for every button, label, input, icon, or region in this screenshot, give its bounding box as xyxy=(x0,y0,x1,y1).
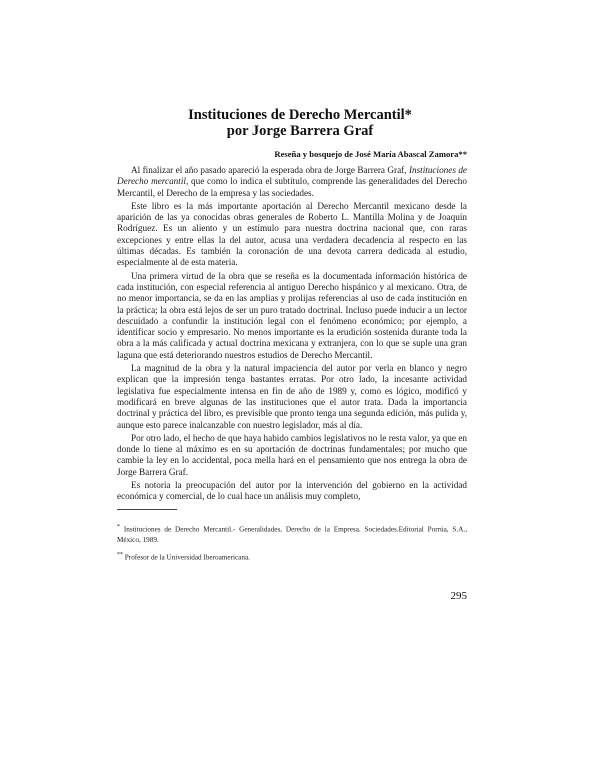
footnote-separator xyxy=(117,509,177,510)
paragraph-4: La magnitud de la obra y la natural impaciencia del autor por verla en blanco y negro explican que la impresión tenga bastantes erratas. Por otro lado, la incesante actividad legislativa fue especialmente intensa en fin de año de 1989 y, como es lógico, modificó y modificará en breve algunas de las instituciones que el autor trata. Dada la importancia doctrinal y práctica del libro, es previsible que pronto tenga una segunda edición, más pulida y, aunque esto parece inalcanzable con nuestro legislador, más al día. xyxy=(117,363,467,430)
paragraph-3: Una primera virtud de la obra que se reseña es la documentada información histórica de cada institución, con especial referencia al antiguo Derecho hispánico y al mexicano. Otra, de no menor importancia, se da en las amplias y prolijas referencias al uso de cada institución en la práctica; la obra está lejos de ser un puro tratado doctrinal. Incluso puede inducir a un lector descuidado a confundir la institución legal con el fenómeno económico; por ejemplo, a identificar socio y empresario. No menos importante es la erudición sostenida durante toda la obra a la más calificada y actual doctrina mexicana y extranjera, con lo que se suple una gran laguna que está deteriorando nuestros estudios de Derecho Mercantil. xyxy=(117,270,467,360)
paragraph-1 xyxy=(117,165,467,199)
book-title-italic: Instituciones de Derecho mercantil xyxy=(117,165,467,187)
footnote-1-mark: * xyxy=(117,524,120,530)
footnote-2-text: Profesor de la Universidad Iberoamericana. xyxy=(124,553,250,562)
paragraph-5: Por otro lado, el hecho de que haya habido cambios legislativos no le resta valor, ya que en donde lo tiene al máximo es en su aportación de doctrinas fundamentales; por mucho que cambie la ley en lo accidental, poca mella hará en el pensamiento que nos entrega la obra de Jorge Barrera Graf. xyxy=(117,432,467,477)
article-title-line-1: Instituciones de Derecho Mercantil* xyxy=(188,107,412,123)
footnote-1-text: Instituciones de Derecho Mercantil.- Generalidades, Derecho de la Empresa. Sociedades.Editorial Porrúa, S.A., México, 1989. xyxy=(117,525,468,545)
paragraph-6: Es notoria la preocupación del autor por la intervención del gobierno en la actividad económica y comercial, de lo cual hace un análisis muy completo, xyxy=(117,480,467,502)
footnote-1 xyxy=(117,522,467,546)
byline: Reseña y bosquejo de José María Abascal Zamora** xyxy=(274,149,467,159)
paragraph-2: Este libro es la más importante aportación al Derecho Mercantil mexicano desde la aparición de las ya conocidas obras generales de Roberto L. Mantilla Molina y de Joaquín Rodríguez. Es un aliento y un estímulo para nuestra doctrina nacional que, con raras excepciones y entre ellas la del autor, acusa una verdadera decadencia al respecto en las últimas décadas. Es también la coronación de una devota carrera dedicada al estudio, especialmente al de esta materia. xyxy=(117,200,467,268)
article-title-line-2: por Jorge Barrera Graf xyxy=(226,123,374,139)
footnote-2 xyxy=(117,550,467,563)
footnote-2-mark: ** xyxy=(117,552,123,558)
paragraph-1-text-b: , que como lo indica el subtítulo, comprende las generalidades del Derecho Mercantil, el Derecho de la empresa y las sociedades. xyxy=(117,176,467,198)
paragraph-1-text-a: Al finalizar el año pasado apareció la esperada obra de Jorge Barrera Graf, xyxy=(131,165,409,175)
article-body xyxy=(117,165,467,503)
page-number: 295 xyxy=(450,590,467,602)
